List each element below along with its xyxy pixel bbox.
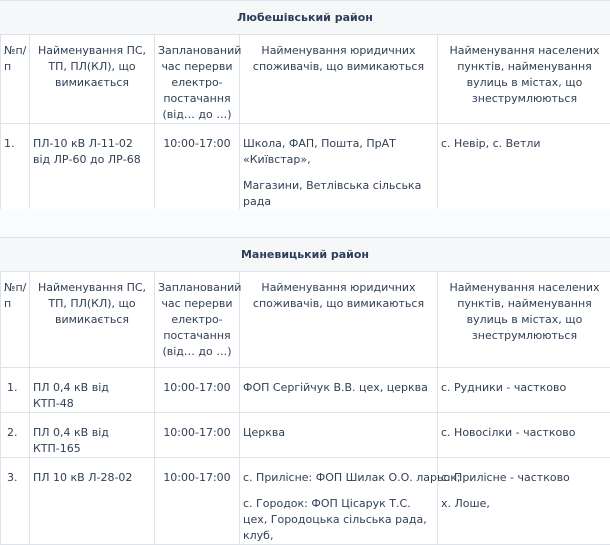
row-consumers xyxy=(240,124,438,211)
consumers-text: с. Прилісне: ФОП Шилак О.О. ларьок; xyxy=(243,470,434,486)
row-places: с. Рудники - частково xyxy=(438,368,610,413)
row-number: 1. xyxy=(1,124,30,211)
row-consumers: ФОП Сергійчук В.В. цех, церква xyxy=(240,368,438,413)
places-text-2: х. Лоше, xyxy=(441,496,608,512)
row-number: 2. xyxy=(1,413,30,458)
row-number: 3. xyxy=(1,458,30,545)
row-time: 10:00-17:00 xyxy=(155,413,240,458)
header-number: №п/п xyxy=(1,272,30,368)
places-text: с. Прилісне - частково xyxy=(441,470,608,486)
row-consumers: Церква xyxy=(240,413,438,458)
header-number: №п/п xyxy=(1,35,30,124)
district-title: Маневицький район xyxy=(0,237,610,273)
consumers-text-2: Магазини, Ветлівська сільська рада xyxy=(243,178,434,210)
row-places: с. Невір, с. Ветли xyxy=(438,124,610,211)
consumers-text: Школа, ФАП, Пошта, ПрАТ «Київстар», xyxy=(243,136,434,168)
row-places xyxy=(438,458,610,545)
table-row xyxy=(1,458,610,545)
row-places: с. Новосілки - частково xyxy=(438,413,610,458)
header-time: Запланований час перерви електро-постачання (від… до …) xyxy=(155,35,240,124)
header-places: Найменування населених пунктів, найменування вулиць в містах, що знеструмлюються xyxy=(438,272,610,368)
header-consumers: Найменування юридичних споживачів, що вимикаються xyxy=(240,35,438,124)
row-time: 10:00-17:00 xyxy=(155,458,240,545)
row-line: ПЛ 0,4 кВ від КТП-48 xyxy=(30,368,155,413)
header-time: Запланований час перерви електро-постачання (від… до …) xyxy=(155,272,240,368)
row-line: ПЛ 0,4 кВ від КТП-165 xyxy=(30,413,155,458)
table-header-row xyxy=(1,272,610,368)
row-line: ПЛ-10 кВ Л-11-02 від ЛР-60 до ЛР-68 xyxy=(30,124,155,211)
table-row xyxy=(1,124,610,211)
row-consumers xyxy=(240,458,438,545)
outage-table xyxy=(0,271,610,545)
header-places: Найменування населених пунктів, найменування вулиць в містах, що знеструмлюються xyxy=(438,35,610,124)
district-title: Любешівський район xyxy=(0,0,610,36)
row-line: ПЛ 10 кВ Л-28-02 xyxy=(30,458,155,545)
row-number: 1. xyxy=(1,368,30,413)
header-line: Найменування ПС, ТП, ПЛ(КЛ), що вимикається xyxy=(30,35,155,124)
table-row xyxy=(1,368,610,413)
section-gap xyxy=(0,209,610,237)
row-time: 10:00-17:00 xyxy=(155,124,240,211)
table-header-row xyxy=(1,35,610,124)
outage-table xyxy=(0,34,610,211)
consumers-text-2: с. Городок: ФОП Цісарук Т.С. цех, Городоцька сільська рада, клуб, xyxy=(243,496,434,544)
header-consumers: Найменування юридичних споживачів, що вимикаються xyxy=(240,272,438,368)
table-row xyxy=(1,413,610,458)
row-time: 10:00-17:00 xyxy=(155,368,240,413)
header-line: Найменування ПС, ТП, ПЛ(КЛ), що вимикається xyxy=(30,272,155,368)
